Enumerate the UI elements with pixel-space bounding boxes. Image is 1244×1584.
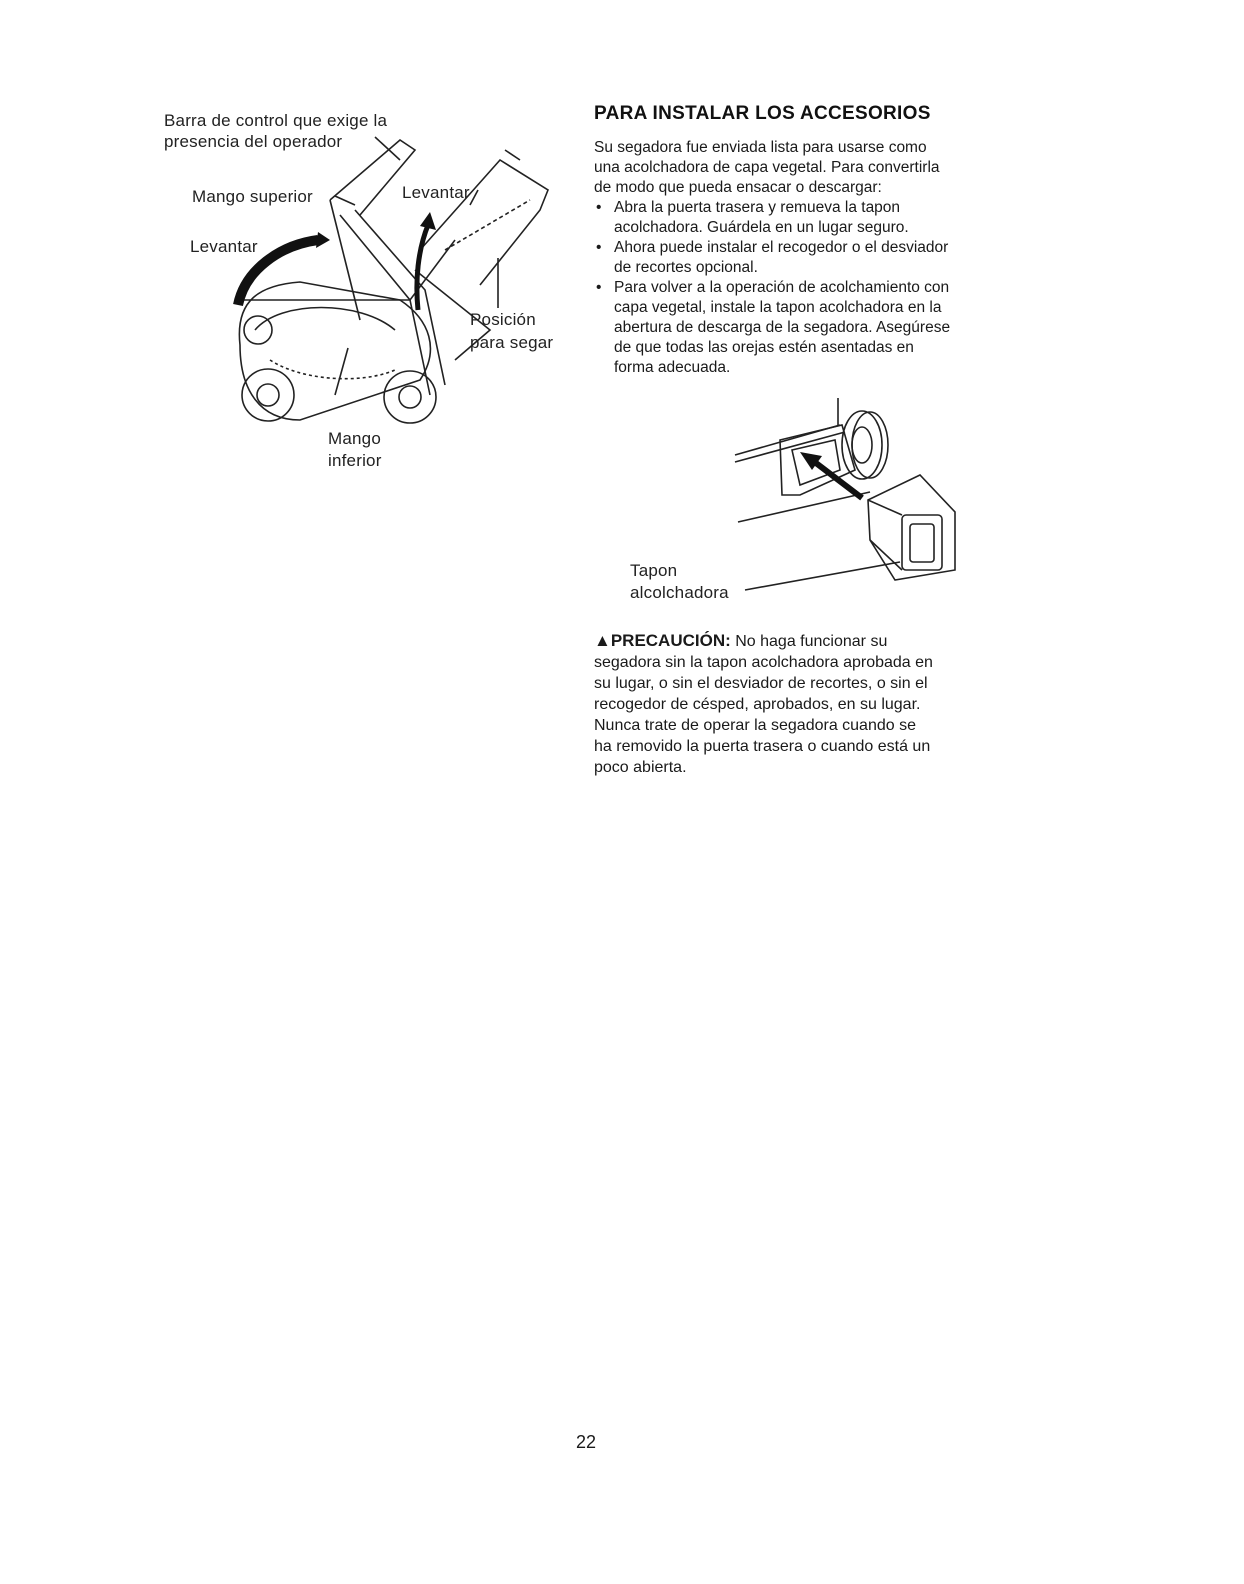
plug-label: [630, 560, 729, 604]
list-item-line: • Abra la puerta trasera y remueva la tapon: [614, 199, 901, 216]
control-bar-label-line2: presencia del operador: [164, 132, 343, 151]
caution-line: segadora sin la tapon acolchadora aprobada en: [594, 654, 933, 671]
list-item-line: de que todas las orejas estén asentadas en: [614, 339, 914, 356]
list-item-line: • Para volver a la operación de acolchamiento con: [614, 279, 950, 296]
page-number: 22: [576, 1432, 597, 1452]
caution-line: poco abierta.: [594, 759, 687, 776]
lower-handle-line2: inferior: [328, 451, 382, 470]
section-title: PARA INSTALAR LOS ACCESORIOS: [594, 103, 931, 124]
list-item-line: abertura de descarga de la segadora. Asegúrese: [614, 319, 951, 336]
caution-notice: [594, 630, 1004, 778]
intro-line: una acolchadora de capa vegetal. Para convertirla: [594, 159, 940, 176]
control-bar-label-line1: Barra de control que exige la: [164, 111, 388, 130]
lift-label-right: Levantar: [402, 183, 470, 202]
list-item-line: forma adecuada.: [614, 359, 731, 376]
list-item-line: acolchadora. Guárdela en un lugar seguro.: [614, 219, 909, 236]
caution-line: No haga funcionar su: [735, 633, 888, 650]
caution-first-line: [594, 630, 1004, 652]
plug-label-line2: alcolchadora: [630, 583, 729, 602]
caution-line: ha removido la puerta trasera o cuando está un: [594, 738, 931, 755]
caution-line: su lugar, o sin el desviador de recortes, o sin el: [594, 675, 928, 692]
plug-label-line1: Tapon: [630, 561, 678, 580]
mowing-position-line1: Posición: [470, 310, 536, 329]
intro-line: de modo que pueda ensacar o descargar:: [594, 179, 882, 196]
intro-line: Su segadora fue enviada lista para usarse como: [594, 139, 927, 156]
lift-label-left: Levantar: [190, 237, 258, 256]
lower-handle-line1: Mango: [328, 429, 381, 448]
list-item-line: de recortes opcional.: [614, 259, 758, 276]
list-item-line: • Ahora puede instalar el recogedor o el desviador: [614, 239, 949, 256]
caution-tag: ▲PRECAUCIÓN:: [594, 631, 731, 650]
mowing-position-line2: para segar: [470, 333, 554, 352]
upper-handle-label: Mango superior: [192, 187, 313, 206]
caution-line: Nunca trate de operar la segadora cuando se: [594, 717, 916, 734]
list-item-line: capa vegetal, instale la tapon acolchadora en la: [614, 299, 942, 316]
caution-line: recogedor de césped, aprobados, en su lugar.: [594, 696, 921, 713]
